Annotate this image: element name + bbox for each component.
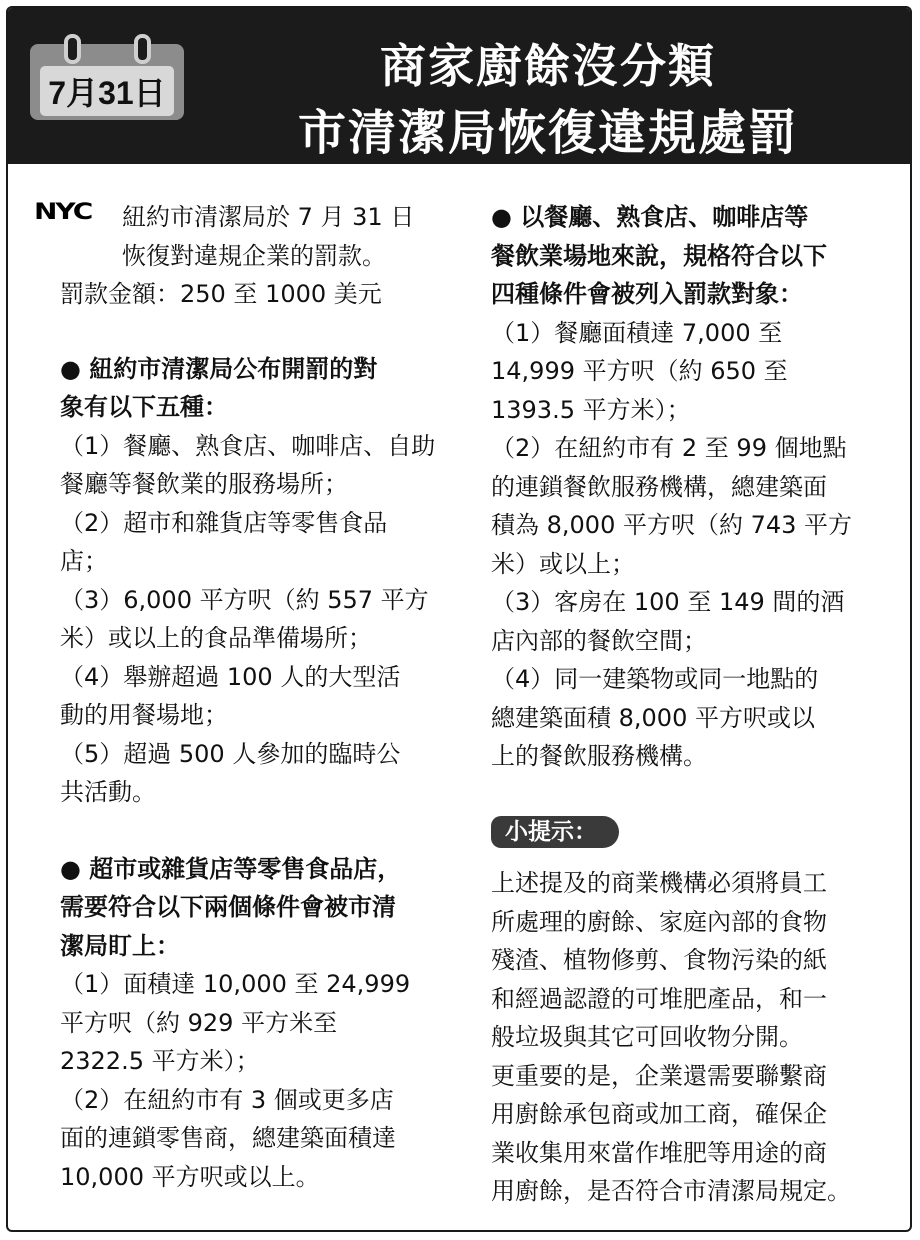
tip-badge-row <box>491 812 891 851</box>
tip-line: 用廚餘，是否符合市清潔局規定。 <box>491 1177 851 1205</box>
list-item: （2）超市和雜貨店等零售食品 <box>60 508 388 537</box>
intro-line: 紐約市清潔局於 7 月 31 日 <box>122 203 415 231</box>
list-item: 米）或以上的食品準備場所； <box>60 624 372 652</box>
section-heading: ● 以餐廳、熟食店、咖啡店等 <box>491 203 809 231</box>
list-item: （2）在紐約市有 3 個或更多店 <box>60 1085 394 1114</box>
calendar-body <box>30 44 184 120</box>
right-column <box>491 198 891 1211</box>
section-heading: ● 紐約市清潔局公布開罰的對 <box>60 354 378 383</box>
tip-line: 所處理的廚餘、家庭內部的食物 <box>491 907 827 936</box>
list-item: （1）餐廳、熟食店、咖啡店、自助 <box>60 431 436 460</box>
section-heading: 需要符合以下兩個條件會被市清 <box>60 893 396 921</box>
section-heading: 餐飲業場地來說，規格符合以下 <box>491 241 827 270</box>
tip-line: 般垃圾與其它可回收物分開。 <box>491 1023 803 1051</box>
tip-line: 殘渣、植物修剪、食物污染的紙 <box>491 946 827 974</box>
list-item: 米）或以上； <box>491 549 635 578</box>
tip-line: 用廚餘承包商或加工商，確保企 <box>491 1100 827 1128</box>
intro-line: 恢復對違規企業的罰款。 <box>122 241 386 270</box>
section-heading: 潔局盯上： <box>60 931 180 960</box>
tip-line: 上述提及的商業機構必須將員工 <box>491 869 827 897</box>
tip-badge: 小提示： <box>491 816 619 848</box>
section-heading: 象有以下五種： <box>60 393 228 421</box>
title-line-1: 商家廚餘沒分類 <box>380 39 716 93</box>
list-item: 面的連鎖零售商，總建築面積達 <box>60 1124 396 1152</box>
list-item: 店； <box>60 547 108 575</box>
list-item: 上的餐飲服務機構。 <box>491 742 707 770</box>
tip-line: 更重要的是，企業還需要聯繫商 <box>491 1061 827 1090</box>
date-badge: 7月31日 <box>40 66 174 116</box>
tip-line: 業收集用來當作堆肥等用途的商 <box>491 1138 827 1167</box>
section-heading: 四種條件會被列入罰款對象： <box>491 280 803 308</box>
nyc-logo: NYC <box>34 198 92 225</box>
calendar-ring-icon <box>134 34 151 64</box>
list-item: （4）舉辦超過 100 人的大型活 <box>60 662 401 691</box>
list-item: （3）客房在 100 至 149 間的酒 <box>491 588 845 616</box>
list-item: （3）6,000 平方呎（約 557 平方 <box>60 585 429 614</box>
calendar-icon <box>30 34 184 120</box>
list-item: （1）餐廳面積達 7,000 至 <box>491 318 783 347</box>
list-item: 2322.5 平方米）； <box>60 1047 260 1075</box>
list-item: 10,000 平方呎或以上。 <box>60 1162 320 1191</box>
left-column <box>34 198 462 1196</box>
fine-amount: 罰款金額：250 至 1000 美元 <box>60 280 382 308</box>
calendar-ring-icon <box>64 34 81 64</box>
intro-block <box>34 198 462 314</box>
list-item: 的連鎖餐飲服務機構，總建築面 <box>491 472 827 501</box>
list-item: 1393.5 平方米）； <box>491 395 691 424</box>
list-item: 積為 8,000 平方呎（約 743 平方 <box>491 511 853 539</box>
list-item: （1）面積達 10,000 至 24,999 <box>60 970 411 998</box>
section-heading: ● 超市或雜貨店等零售食品店， <box>60 854 402 883</box>
tip-line: 和經過認證的可堆肥產品，和一 <box>491 984 827 1013</box>
list-item: 店內部的餐飲空間； <box>491 626 707 655</box>
header-banner <box>8 8 910 164</box>
list-item: 平方呎（約 929 平方米至 <box>60 1008 338 1037</box>
list-item: （2）在紐約市有 2 至 99 個地點 <box>491 434 847 462</box>
title-line-2: 市清潔局恢復違規處罰 <box>297 105 798 161</box>
list-item: （4）同一建築物或同一地點的 <box>491 665 819 693</box>
list-item: 共活動。 <box>60 778 156 806</box>
list-item: 總建築面積 8,000 平方呎或以 <box>491 703 815 732</box>
list-item: 餐廳等餐飲業的服務場所； <box>60 470 348 498</box>
list-item: 14,999 平方呎（約 650 至 <box>491 357 788 385</box>
infographic-frame <box>6 6 912 1232</box>
list-item: 動的用餐場地； <box>60 701 228 729</box>
list-item: （5）超過 500 人參加的臨時公 <box>60 739 401 768</box>
